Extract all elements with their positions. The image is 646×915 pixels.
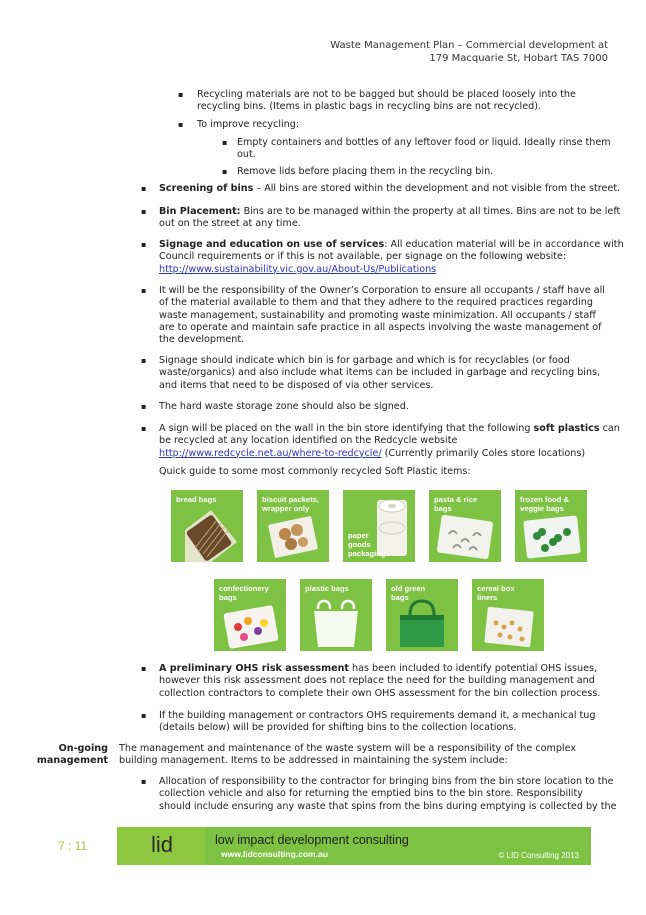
text-line: be recycled at any location identified on the Redcycle website — [159, 435, 458, 447]
text-line: Recycling materials are not to be bagged but should be placed loosely into the — [197, 89, 576, 100]
bullet-marker: ▪ — [141, 777, 147, 786]
bullet-signage-bins — [159, 355, 600, 392]
tile-caption: paper goods packaging — [348, 531, 386, 558]
bold-lead: Screening of bins — [159, 183, 254, 194]
bullet-allocation-responsibility — [159, 776, 617, 813]
bold-lead: A preliminary OHS risk assessment — [159, 663, 349, 674]
text-line: The management and maintenance of the waste system will be a responsibility of the complex — [119, 743, 576, 754]
text-line: Signage should indicate which bin is for garbage and which is for recyclables (or food — [159, 355, 570, 366]
document-header — [330, 39, 608, 65]
text-line: management — [36, 755, 108, 767]
bullet-text: The hard waste storage zone should also be signed. — [159, 401, 409, 412]
text-line: recycling bins. (Items in plastic bags in recycling bins are not recycled). — [197, 101, 541, 113]
bullet-marker: ▪ — [141, 402, 147, 411]
bullet-text: : All education material will be in accordance with — [384, 239, 624, 250]
text-line: Remove lids before placing them in the recycling bin. — [237, 166, 494, 177]
text-line: Empty containers and bottles of any leftover food or liquid. Ideally rinse them — [237, 137, 611, 148]
tile-caption: old green bags — [391, 584, 426, 602]
tile-bread-bags — [171, 490, 243, 562]
page-total: 11 — [74, 839, 88, 853]
sub-bullet-recycling-loose — [197, 89, 576, 114]
bold-lead: Signage and education on use of services — [159, 239, 385, 250]
bullet-screening-of-bins — [159, 183, 620, 195]
sustainability-vic-link[interactable]: http://www.sustainability.vic.gov.au/About-Us/Publications — [159, 263, 437, 275]
tile-paper-goods — [343, 490, 415, 562]
bullet-marker: ▪ — [141, 286, 147, 295]
bullet-marker: ▪ — [222, 138, 228, 147]
text-line: waste management, sustainability and promoting waste minimization. All occupants / staff — [159, 309, 596, 321]
text-line: collection contractors to complete their own OHS assessment for the bin collection process. — [159, 687, 601, 699]
text-line: out. — [237, 149, 256, 161]
tile-pasta-rice-bags — [429, 490, 501, 562]
bullet-marker: ▪ — [141, 664, 147, 673]
sub-sub-bullet-empty-containers — [237, 137, 611, 162]
logo-text: lid — [151, 832, 174, 857]
text-line: out on the street at any time. — [159, 218, 301, 230]
header-title-line2: 179 Macquarie St, Hobart TAS 7000 — [429, 53, 608, 64]
bullet-marker: ▪ — [178, 90, 184, 99]
text-line: Allocation of responsibility to the contractor for bringing bins from the bin store location to the — [159, 776, 614, 787]
bullet-marker: ▪ — [141, 424, 147, 433]
tile-caption: pasta & rice bags — [434, 495, 478, 513]
header-title-line1: Waste Management Plan – Commercial development at — [330, 40, 608, 51]
text-line: however this risk assessment does not replace the need for the building management and — [159, 675, 595, 687]
text-line: and items that need to be disposed of via other services. — [159, 379, 434, 391]
page-separator: : — [68, 839, 72, 853]
sub-sub-bullet-remove-lids — [237, 166, 493, 178]
text-line: collection vehicle and also for returning the emptied bins to the bin store. Responsibility — [159, 788, 583, 800]
bullet-owners-corporation — [159, 285, 605, 346]
bold-lead: Bin Placement: — [159, 206, 241, 217]
text-line: It will be the responsibility of the Owner’s Corporation to ensure all occupants / staff have all — [159, 285, 605, 296]
text-line: Council requirements or if this is not available, per signage on the following website: — [159, 251, 567, 263]
copyright: © LID Consulting 2013 — [498, 851, 579, 860]
bullet-marker: ▪ — [141, 240, 147, 249]
bullet-marker: ▪ — [141, 711, 147, 720]
text-line: should include ensuring any waste that spins from the bins during emptying is collected by the — [159, 800, 617, 812]
tile-caption: plastic bags — [305, 584, 349, 593]
ongoing-management-intro — [119, 743, 576, 768]
bullet-soft-plastics — [159, 423, 620, 478]
bold-soft-plastics: soft plastics — [533, 423, 600, 434]
text-line: If the building management or contractors OHS requirements demand it, a mechanical tug — [159, 710, 596, 721]
bullet-signage-education — [159, 239, 624, 276]
text-line: the development. — [159, 334, 245, 346]
tile-frozen-food-bags — [515, 490, 587, 562]
tile-biscuit-packets — [257, 490, 329, 562]
tile-caption: biscuit packets, wrapper only — [262, 495, 319, 513]
bullet-mechanical-tug — [159, 710, 595, 735]
tile-caption: bread bags — [176, 495, 217, 504]
text-line: To improve recycling: — [197, 119, 300, 130]
bullet-marker: ▪ — [141, 184, 147, 193]
page-current: 7 — [58, 839, 65, 853]
tile-caption: cereal box liners — [477, 584, 515, 602]
bullet-marker: ▪ — [178, 120, 184, 129]
lid-logo — [117, 827, 205, 865]
sub-bullet-improve-recycling — [197, 119, 299, 131]
bullet-marker: ▪ — [222, 167, 228, 176]
tile-caption: confectionery bags — [219, 584, 269, 602]
tile-old-green-bags — [386, 579, 458, 651]
bullet-ohs-risk — [159, 663, 600, 700]
tile-plastic-bags — [300, 579, 372, 651]
footer-band — [117, 827, 591, 865]
tile-confectionery-bags — [214, 579, 286, 651]
bullet-text: Bins are to be managed within the property at all times. Bins are not to be left — [240, 206, 621, 217]
text-line: (details below) will be provided for shifting bins to the collection locations. — [159, 722, 517, 734]
bullet-hard-waste — [159, 401, 409, 413]
bullet-marker: ▪ — [141, 356, 147, 365]
text-line: are to operate and maintain safe practice in all aspects involving the waste management of — [159, 321, 602, 333]
quick-guide-caption: Quick guide to some most commonly recycled Soft Plastic items: — [159, 465, 471, 477]
page-number — [58, 839, 87, 853]
text-line: of the material available to them and that they adhere to the required practices regarding — [159, 297, 593, 309]
redcycle-link[interactable]: http://www.redcycle.net.au/where-to-redcycle/ — [159, 447, 382, 459]
bullet-text: can — [599, 423, 620, 434]
company-name: low impact development consulting — [215, 833, 409, 847]
bullet-marker: ▪ — [141, 207, 147, 216]
text-line: building management. Items to be addressed in maintaining the system include: — [119, 755, 508, 767]
bullet-text: has been included to identify potential OHS issues, — [349, 663, 598, 674]
text-line: waste/organics) and also include what items can be included in garbage and recycling bins, — [159, 367, 601, 379]
bullet-text: (Currently primarily Coles store locations) — [381, 447, 586, 459]
text-line: On-going — [58, 743, 108, 754]
ongoing-management-label — [20, 743, 108, 768]
tile-caption: frozen food & veggie bags — [520, 495, 569, 513]
company-website[interactable]: www.lidconsulting.com.au — [221, 849, 328, 859]
tile-cereal-box-liners — [472, 579, 544, 651]
bullet-text: – All bins are stored within the development and not visible from the street. — [253, 183, 621, 194]
bullet-bin-placement — [159, 206, 620, 231]
bullet-text: A sign will be placed on the wall in the bin store identifying that the following — [159, 423, 534, 434]
